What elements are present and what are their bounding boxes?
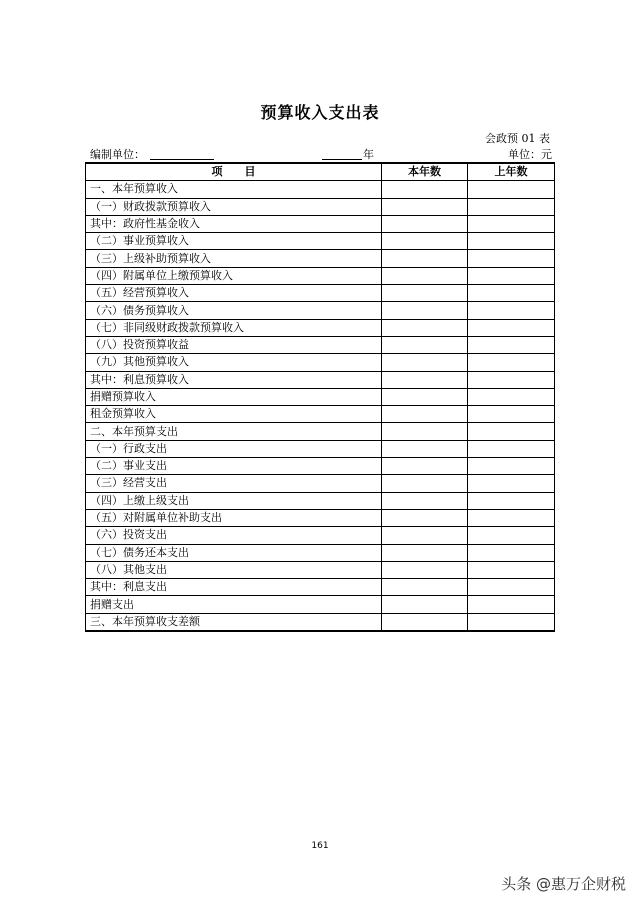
- prior-year-cell[interactable]: [468, 613, 555, 631]
- current-year-cell[interactable]: [382, 388, 468, 405]
- row-label: 一、本年预算收入: [86, 181, 382, 198]
- table-row: [86, 406, 555, 423]
- form-code: 会政预 01 表: [485, 132, 550, 145]
- row-label: （二）事业支出: [86, 458, 382, 475]
- current-year-cell[interactable]: [382, 475, 468, 492]
- table-row: [86, 233, 555, 250]
- page-title: 预算收入支出表: [260, 103, 380, 122]
- table-row: [86, 527, 555, 544]
- row-label: 捐赠预算收入: [86, 388, 382, 405]
- table-row: [86, 388, 555, 405]
- table-row: [86, 285, 555, 302]
- row-label: （三）上级补助预算收入: [86, 250, 382, 267]
- row-label: 租金预算收入: [86, 406, 382, 423]
- table-row: [86, 544, 555, 561]
- prior-year-cell[interactable]: [468, 423, 555, 440]
- table-row: [86, 492, 555, 509]
- table-row: [86, 319, 555, 336]
- budget-report-table: [85, 162, 555, 632]
- row-label: 三、本年预算收支差额: [86, 613, 382, 631]
- row-label: （六）投资支出: [86, 527, 382, 544]
- current-year-cell[interactable]: [382, 302, 468, 319]
- row-label: （七）非同级财政拨款预算收入: [86, 319, 382, 336]
- row-label: （九）其他预算收入: [86, 354, 382, 371]
- current-year-cell[interactable]: [382, 319, 468, 336]
- prior-year-cell[interactable]: [468, 492, 555, 509]
- prior-year-cell[interactable]: [468, 579, 555, 596]
- table-row: [86, 458, 555, 475]
- prior-year-cell[interactable]: [468, 198, 555, 215]
- current-year-cell[interactable]: [382, 613, 468, 631]
- row-label: 二、本年预算支出: [86, 423, 382, 440]
- current-year-cell[interactable]: [382, 579, 468, 596]
- column-header-prior-year: 上年数: [468, 163, 555, 181]
- current-year-cell[interactable]: [382, 596, 468, 613]
- watermark: [501, 873, 626, 894]
- row-label: 其中：利息支出: [86, 579, 382, 596]
- prior-year-cell[interactable]: [468, 336, 555, 353]
- current-year-cell[interactable]: [382, 285, 468, 302]
- prior-year-cell[interactable]: [468, 544, 555, 561]
- currency-label: 单位：元: [508, 148, 552, 161]
- current-year-cell[interactable]: [382, 423, 468, 440]
- current-year-cell[interactable]: [382, 492, 468, 509]
- current-year-cell[interactable]: [382, 250, 468, 267]
- current-year-cell[interactable]: [382, 233, 468, 250]
- row-label: （六）债务预算收入: [86, 302, 382, 319]
- current-year-cell[interactable]: [382, 440, 468, 457]
- current-year-cell[interactable]: [382, 527, 468, 544]
- prior-year-cell[interactable]: [468, 181, 555, 198]
- table-row: [86, 267, 555, 284]
- table-row: [86, 561, 555, 578]
- table-row: [86, 354, 555, 371]
- table-row: [86, 613, 555, 631]
- table-row: [86, 475, 555, 492]
- prior-year-cell[interactable]: [468, 267, 555, 284]
- prior-year-cell[interactable]: [468, 527, 555, 544]
- row-label: （七）债务还本支出: [86, 544, 382, 561]
- prior-year-cell[interactable]: [468, 458, 555, 475]
- row-label: （四）上缴上级支出: [86, 492, 382, 509]
- prior-year-cell[interactable]: [468, 388, 555, 405]
- table-row: [86, 215, 555, 232]
- row-label: 其中：政府性基金收入: [86, 215, 382, 232]
- row-label: （二）事业预算收入: [86, 233, 382, 250]
- row-label: （三）经营支出: [86, 475, 382, 492]
- prior-year-cell[interactable]: [468, 440, 555, 457]
- table-row: [86, 509, 555, 526]
- current-year-cell[interactable]: [382, 354, 468, 371]
- row-label: 捐赠支出: [86, 596, 382, 613]
- prior-year-cell[interactable]: [468, 302, 555, 319]
- current-year-cell[interactable]: [382, 561, 468, 578]
- current-year-cell[interactable]: [382, 181, 468, 198]
- row-label: （八）其他支出: [86, 561, 382, 578]
- prior-year-cell[interactable]: [468, 250, 555, 267]
- prior-year-cell[interactable]: [468, 215, 555, 232]
- row-label: （五）对附属单位补助支出: [86, 509, 382, 526]
- current-year-cell[interactable]: [382, 371, 468, 388]
- prior-year-cell[interactable]: [468, 596, 555, 613]
- row-label: （五）经营预算收入: [86, 285, 382, 302]
- row-label: （一）财政拨款预算收入: [86, 198, 382, 215]
- table-header-row: [86, 163, 555, 181]
- current-year-cell[interactable]: [382, 458, 468, 475]
- year-blank-line: [322, 159, 362, 160]
- table-row: [86, 579, 555, 596]
- prior-year-cell[interactable]: [468, 319, 555, 336]
- table-row: [86, 423, 555, 440]
- prior-year-cell[interactable]: [468, 371, 555, 388]
- current-year-cell[interactable]: [382, 544, 468, 561]
- table-row: [86, 198, 555, 215]
- current-year-cell[interactable]: [382, 215, 468, 232]
- current-year-cell[interactable]: [382, 198, 468, 215]
- table-row: [86, 181, 555, 198]
- prior-year-cell[interactable]: [468, 561, 555, 578]
- column-header-current-year: 本年数: [382, 163, 468, 181]
- prior-year-cell[interactable]: [468, 354, 555, 371]
- row-label: （一）行政支出: [86, 440, 382, 457]
- current-year-cell[interactable]: [382, 336, 468, 353]
- current-year-cell[interactable]: [382, 267, 468, 284]
- table-row: [86, 371, 555, 388]
- prior-year-cell[interactable]: [468, 509, 555, 526]
- table-row: [86, 302, 555, 319]
- row-label: （八）投资预算收益: [86, 336, 382, 353]
- unit-label: 编制单位：: [90, 148, 145, 161]
- year-label: 年: [363, 148, 374, 161]
- prior-year-cell[interactable]: [468, 406, 555, 423]
- prior-year-cell[interactable]: [468, 285, 555, 302]
- current-year-cell[interactable]: [382, 406, 468, 423]
- current-year-cell[interactable]: [382, 509, 468, 526]
- table-row: [86, 250, 555, 267]
- table-row: [86, 440, 555, 457]
- page-number: 161: [311, 841, 329, 851]
- table-row: [86, 596, 555, 613]
- prior-year-cell[interactable]: [468, 475, 555, 492]
- row-label: 其中：利息预算收入: [86, 371, 382, 388]
- watermark-text: 头条 @惠万企财税: [501, 875, 626, 893]
- unit-blank-line: [150, 159, 214, 160]
- column-header-item: 项 目: [86, 163, 382, 181]
- table-row: [86, 336, 555, 353]
- row-label: （四）附属单位上缴预算收入: [86, 267, 382, 284]
- report-header-line: [90, 146, 552, 162]
- prior-year-cell[interactable]: [468, 233, 555, 250]
